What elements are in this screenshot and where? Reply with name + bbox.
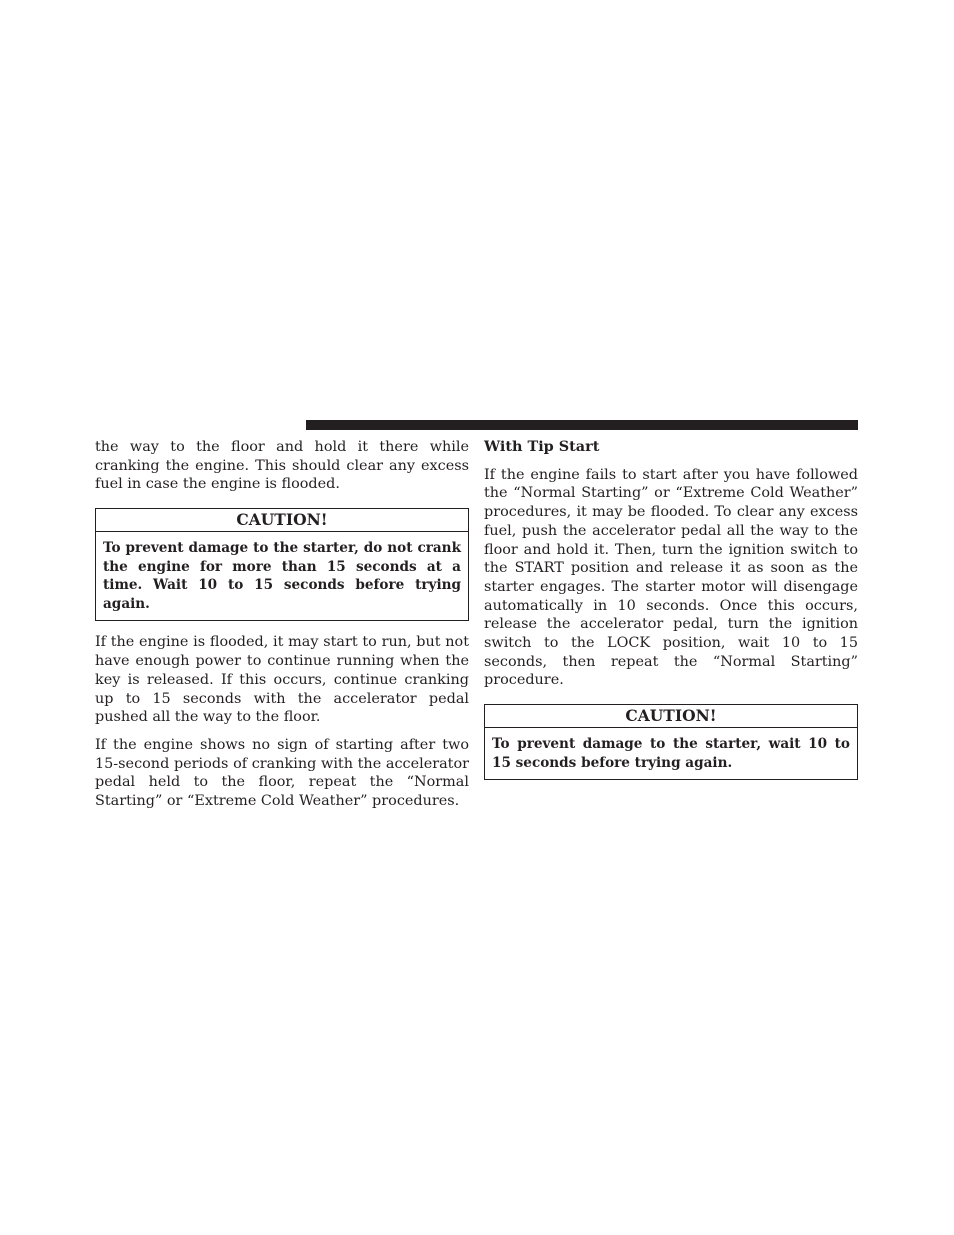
left-paragraph-1: the way to the floor and hold it there while cranking the engine. This should clear any excess fuel in case the engine is flooded. (95, 439, 469, 493)
left-column (95, 438, 469, 811)
caution-body-2: To prevent damage to the starter, wait 10 to 15 seconds before trying again. (492, 736, 850, 771)
right-column (484, 438, 858, 792)
header-bar (306, 420, 858, 430)
caution-box-1 (95, 508, 469, 621)
caution-body-1: To prevent damage to the starter, do not crank the engine for more than 15 seconds at a time. Wait 10 to 15 seconds before trying again. (103, 540, 461, 612)
caution-title-1: CAUTION! (96, 509, 468, 532)
caution-box-2 (484, 704, 858, 780)
section-heading: With Tip Start (484, 438, 600, 455)
left-paragraph-3: If the engine shows no sign of starting after two 15-second periods of cranking with the accelerator pedal held to the floor, repeat the “Normal Starting” or “Extreme Cold Weather” procedures. (95, 737, 469, 810)
left-paragraph-2: If the engine is flooded, it may start to run, but not have enough power to continue running when the key is released. If this occurs, continue cranking up to 15 seconds with the accelerator pedal pushed all the way to the floor. (95, 634, 469, 726)
caution-title-2: CAUTION! (485, 705, 857, 728)
right-paragraph-1: If the engine fails to start after you have followed the “Normal Starting” or “Extreme Cold Weather” procedures, it may be flooded. To clear any excess fuel, push the accelerator pedal all the way to the floor and hold it. Then, turn the ignition switch to the START position and release it as soon as the starter engages. The starter motor will disengage automatically in 10 seconds. Once this occurs, release the accelerator pedal, turn the ignition switch to the LOCK position, wait 10 to 15 seconds, then repeat the “Normal Starting” procedure. (484, 466, 858, 689)
